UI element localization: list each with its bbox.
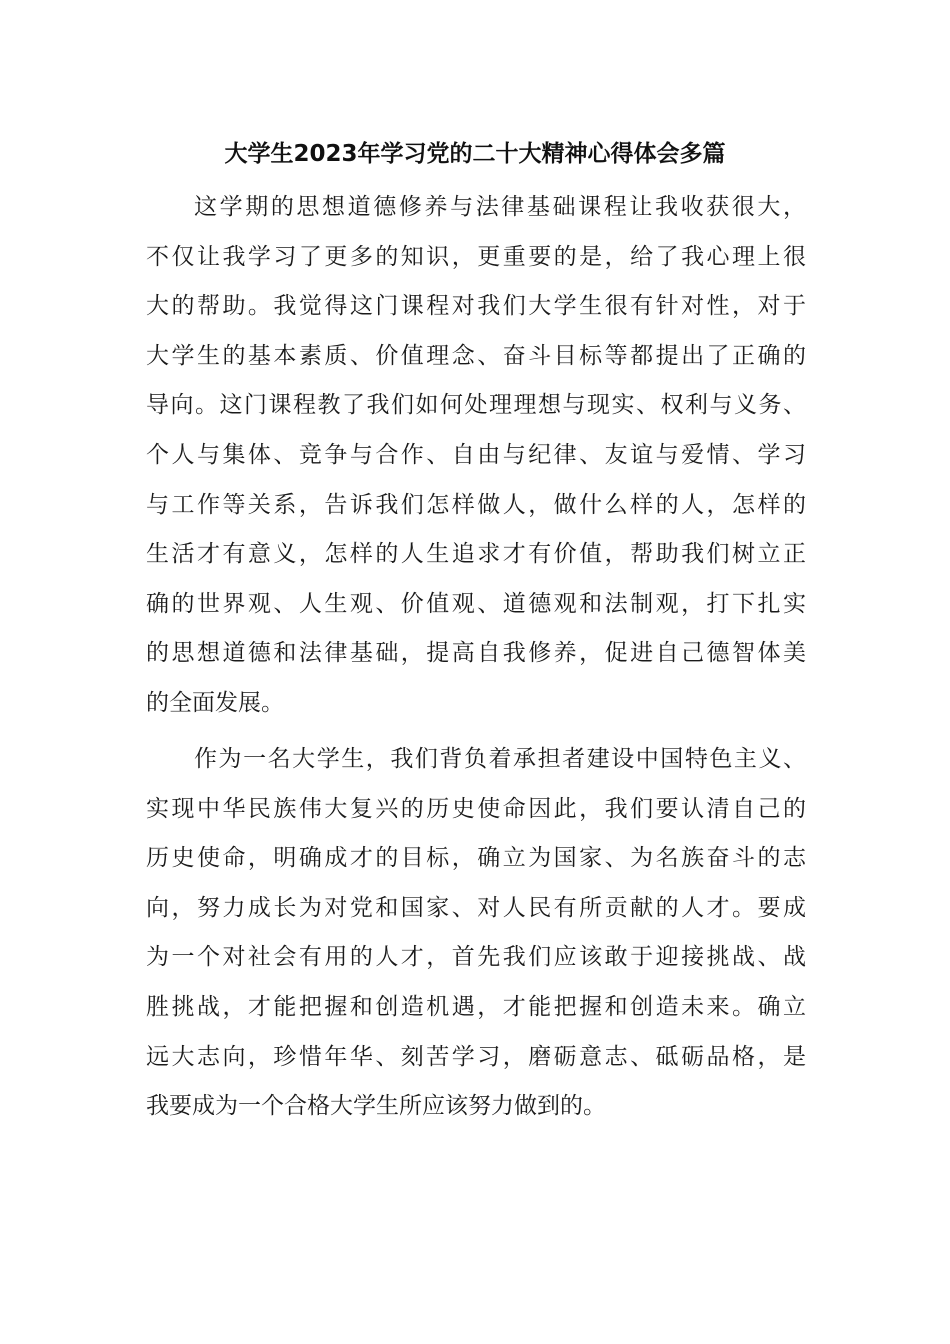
paragraph-line: 我要成为一个合格大学生所应该努力做到的。 (146, 1093, 606, 1120)
paragraph-1 (146, 183, 806, 729)
paragraph-line: 为一个对社会有用的人才，首先我们应该敢于迎接挑战、战 (146, 944, 806, 971)
paragraph-2 (146, 735, 806, 1132)
paragraph-line: 个人与集体、竞争与合作、自由与纪律、友谊与爱情、学习 (146, 441, 806, 468)
paragraph-line: 大的帮助。我觉得这门课程对我们大学生很有针对性，对于 (146, 293, 806, 320)
paragraph-line: 不仅让我学习了更多的知识，更重要的是，给了我心理上很 (146, 243, 806, 270)
paragraph-line: 与工作等关系，告诉我们怎样做人，做什么样的人，怎样的 (146, 491, 806, 518)
paragraph-line: 实现中华民族伟大复兴的历史使命因此，我们要认清自己的 (146, 795, 806, 822)
document-title: 大学生2023年学习党的二十大精神心得体会多篇 (224, 141, 726, 167)
paragraph-line: 这学期的思想道德修养与法律基础课程让我收获很大， (194, 194, 806, 220)
paragraph-line: 胜挑战，才能把握和创造机遇，才能把握和创造未来。确立 (146, 993, 806, 1020)
paragraph-line: 作为一名大学生，我们背负着承担者建设中国特色主义、 (194, 746, 806, 772)
paragraph-line: 向，努力成长为对党和国家、对人民有所贡献的人才。要成 (146, 894, 806, 921)
paragraph-line: 的思想道德和法律基础，提高自我修养，促进自己德智体美 (146, 640, 806, 667)
paragraph-line: 生活才有意义，怎样的人生追求才有价值，帮助我们树立正 (146, 541, 806, 568)
paragraph-line: 历史使命，明确成才的目标，确立为国家、为名族奋斗的志 (146, 845, 806, 872)
paragraph-line: 远大志向，珍惜年华、刻苦学习，磨砺意志、砥砺品格，是 (146, 1043, 806, 1070)
paragraph-line: 确的世界观、人生观、价值观、道德观和法制观，打下扎实 (146, 590, 806, 617)
paragraph-line: 的全面发展。 (146, 689, 284, 716)
paragraph-line: 大学生的基本素质、价值理念、奋斗目标等都提出了正确的 (146, 342, 806, 369)
paragraph-line: 导向。这门课程教了我们如何处理理想与现实、权利与义务、 (146, 392, 806, 419)
